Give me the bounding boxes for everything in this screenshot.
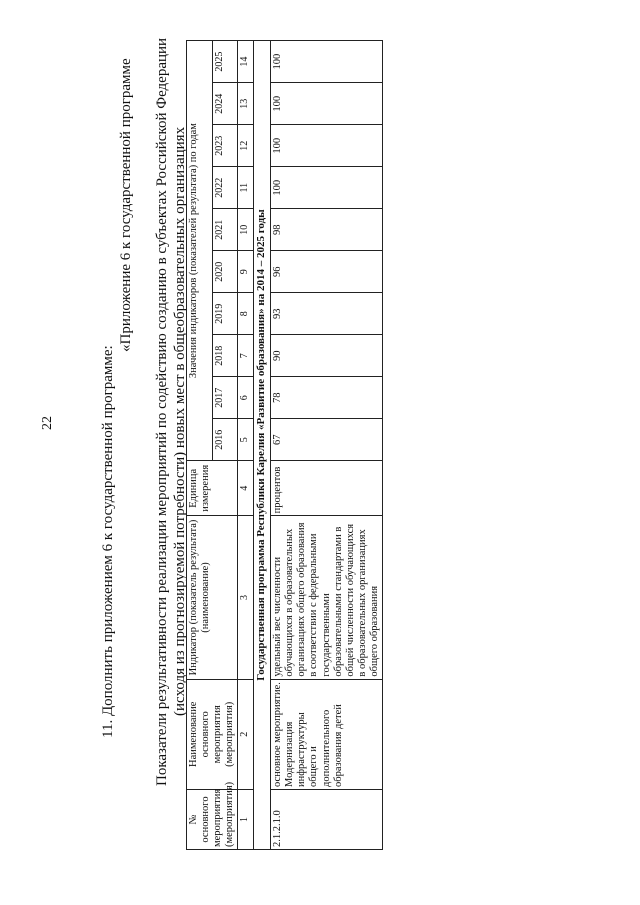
column-number: 2: [238, 679, 254, 789]
column-number: 3: [238, 516, 254, 679]
header-values-group: Значения индикаторов (показателей результата) по годам: [187, 41, 213, 461]
column-number: 7: [238, 335, 254, 377]
column-number: 9: [238, 251, 254, 293]
header-year: 2021: [213, 209, 238, 251]
row-num: 2.1.2.1.0: [271, 790, 383, 850]
row-value: 93: [271, 293, 383, 335]
header-name: Наименование основного мероприятия (мероприятия): [187, 679, 238, 789]
header-num: № основного мероприятия (мероприятия): [187, 790, 238, 850]
row-value: 78: [271, 377, 383, 419]
header-year: 2020: [213, 251, 238, 293]
program-row: [254, 41, 271, 850]
column-number: 6: [238, 377, 254, 419]
header-year: 2023: [213, 125, 238, 167]
row-value: 100: [271, 41, 383, 83]
header-unit: Единица измерения: [187, 461, 238, 516]
column-number: 5: [238, 419, 254, 461]
row-value: 100: [271, 83, 383, 125]
column-number: 8: [238, 293, 254, 335]
column-number-row: [238, 41, 254, 850]
section-heading: 11. Дополнить приложением 6 к государственной программе:: [100, 345, 116, 738]
column-number: 1: [238, 790, 254, 850]
row-value: 96: [271, 251, 383, 293]
row-value: 90: [271, 335, 383, 377]
header-year: 2016: [213, 419, 238, 461]
table-row: [271, 41, 383, 850]
header-indicator: Индикатор (показатель результата) (наименование): [187, 516, 238, 679]
indicators-table-wrap: [186, 40, 383, 850]
header-year: 2018: [213, 335, 238, 377]
row-value: 98: [271, 209, 383, 251]
header-year: 2024: [213, 83, 238, 125]
row-value: 100: [271, 167, 383, 209]
table-title-line-1: Показатели результативности реализации мероприятий по содействию созданию в субъектах Российской Федерации: [154, 37, 170, 786]
table-title-line-2: (исходя из прогнозируемой потребности) новых мест в общеобразовательных организациях: [172, 126, 188, 716]
header-year: 2025: [213, 41, 238, 83]
program-title: Государственная программа Республики Карелия «Развитие образования» на 2014 – 2025 годы: [254, 41, 271, 850]
row-name: основное мероприятие. Модернизация инфраструктуры общего и дополнительного образования детей: [271, 679, 383, 789]
column-number: 13: [238, 83, 254, 125]
indicators-table: [186, 40, 383, 850]
column-number: 12: [238, 125, 254, 167]
row-value: 100: [271, 125, 383, 167]
header-year: 2017: [213, 377, 238, 419]
column-number: 4: [238, 461, 254, 516]
column-number: 14: [238, 41, 254, 83]
row-value: 67: [271, 419, 383, 461]
row-unit: процентов: [271, 461, 383, 516]
header-year: 2019: [213, 293, 238, 335]
page-number: 22: [40, 416, 55, 430]
header-year: 2022: [213, 167, 238, 209]
column-number: 10: [238, 209, 254, 251]
row-indicator: удельный вес численности обучающихся в образовательных организациях общего образования в соответствии с федеральными государственными образовательными стандартами в общей численности обучающихся в образовательных организациях общего образования: [271, 516, 383, 679]
appendix-label: «Приложение 6 к государственной программе: [118, 58, 134, 352]
column-number: 11: [238, 167, 254, 209]
